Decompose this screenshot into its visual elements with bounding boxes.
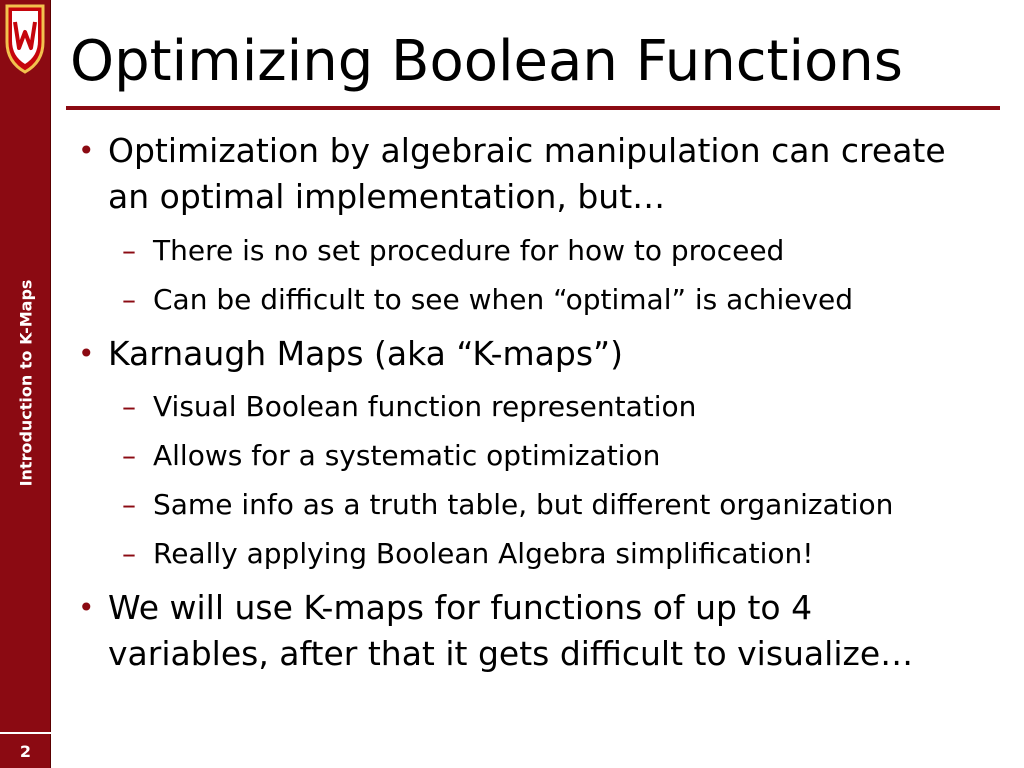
bullet-marker: •: [78, 591, 95, 624]
sub-bullet-text: Really applying Boolean Algebra simplification!: [153, 537, 814, 570]
sidebar-title: Introduction to K-Maps: [16, 279, 36, 487]
sub-bullet-marker: –: [122, 283, 136, 316]
slide-title: Optimizing Boolean Functions: [70, 29, 903, 94]
sub-bullet-same-info: [122, 486, 1013, 524]
bullet-optimization: [78, 128, 1008, 220]
bullet-marker: •: [78, 337, 95, 370]
sub-bullet-text: Visual Boolean function representation: [153, 390, 697, 423]
bullet-karnaugh-maps: [78, 331, 1008, 377]
sub-bullet-text: There is no set procedure for how to proceed: [153, 234, 785, 267]
sub-bullet-marker: –: [122, 234, 136, 267]
sub-bullet-systematic: [122, 437, 1013, 475]
sub-bullet-boolean-algebra: [122, 535, 1013, 573]
sub-bullet-text: Can be difficult to see when “optimal” is achieved: [153, 283, 854, 316]
sub-bullet-no-procedure: [122, 232, 1013, 270]
sub-bullet-difficult-optimal: [122, 281, 1013, 319]
sub-bullet-marker: –: [122, 390, 136, 423]
bullet-line: Karnaugh Maps (aka “K-maps”): [108, 334, 623, 373]
bullet-line: Optimization by algebraic manipulation can create: [108, 131, 946, 170]
bullet-line: We will use K-maps for functions of up to 4: [108, 588, 813, 627]
bullet-line: variables, after that it gets difficult to visualize…: [108, 634, 914, 673]
sub-bullet-visual: [122, 388, 1013, 426]
bullet-marker: •: [78, 134, 95, 167]
sub-bullet-marker: –: [122, 439, 136, 472]
bullet-line: an optimal implementation, but…: [108, 177, 666, 216]
sub-bullet-text: Same info as a truth table, but different organization: [153, 488, 894, 521]
sub-bullet-marker: –: [122, 488, 136, 521]
bullet-use-kmaps: [78, 585, 1008, 677]
sub-bullet-text: Allows for a systematic optimization: [153, 439, 661, 472]
page-number: 2: [19, 741, 32, 761]
sub-bullet-marker: –: [122, 537, 136, 570]
